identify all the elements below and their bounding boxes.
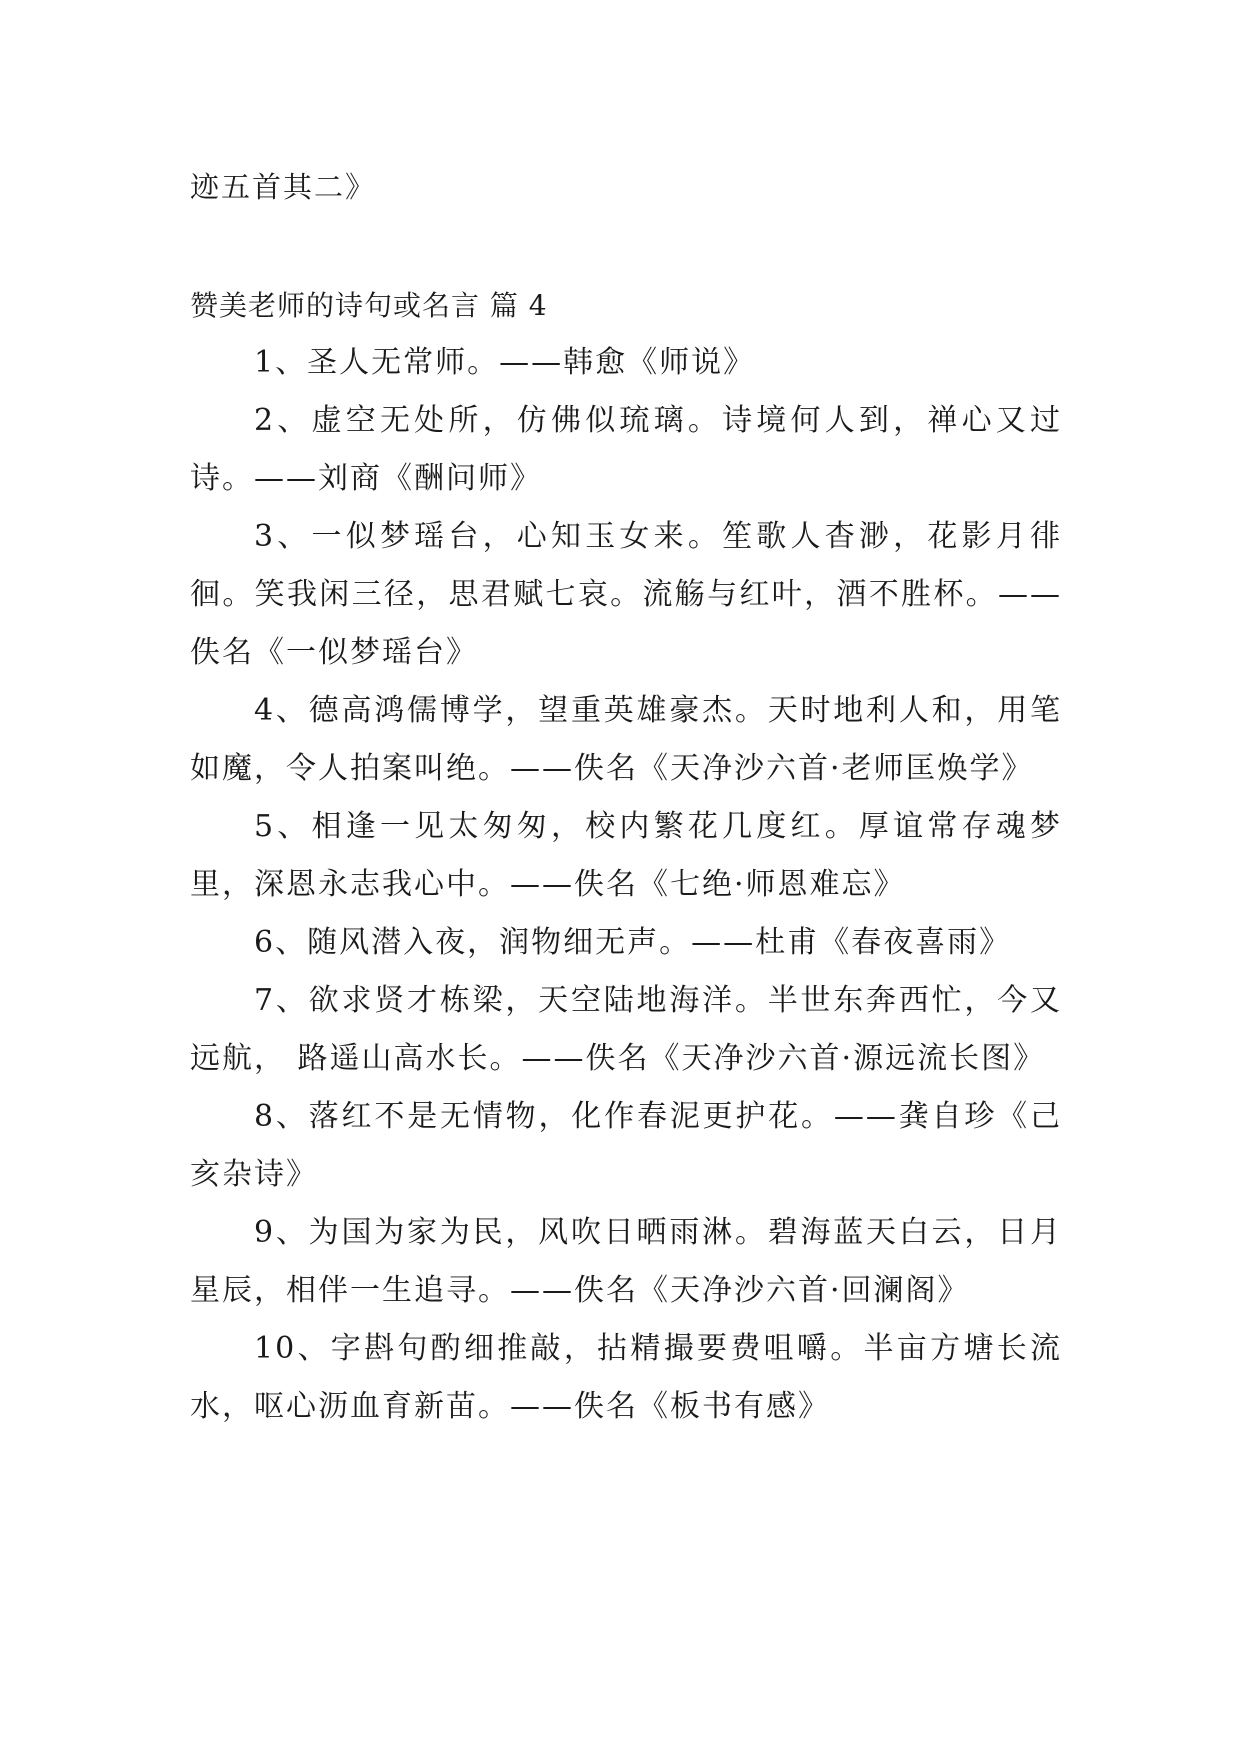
quote-item: 7、欲求贤才栋梁，天空陆地海洋。半世东奔西忙，今又远航， 路遥山高水长。——佚名《天净沙六首·源远流长图》 (190, 983, 1062, 1076)
quote-item: 2、虚空无处所，仿佛似琉璃。诗境何人到，禅心又过诗。——刘商《酬问师》 (190, 403, 1062, 496)
quote-item: 1、圣人无常师。——韩愈《师说》 (254, 345, 756, 380)
quote-item: 8、落红不是无情物，化作春泥更护花。——龚自珍《己亥杂诗》 (190, 1099, 1062, 1192)
quote-item: 6、随风潜入夜，润物细无声。——杜甫《春夜喜雨》 (254, 925, 1012, 960)
quote-list (190, 334, 1062, 1436)
section-title: 赞美老师的诗句或名言 篇 4 (190, 289, 548, 322)
quote-item: 10、字斟句酌细推敲，拈精撮要费咀嚼。半亩方塘长流水，呕心沥血育新苗。——佚名《板书有感》 (190, 1331, 1062, 1424)
quote-item: 5、相逢一见太匆匆，校内繁花几度红。厚谊常存魂梦里，深恩永志我心中。——佚名《七绝·师恩难忘》 (190, 809, 1062, 902)
continuation-fragment: 迹五首其二》 (190, 170, 377, 204)
quote-item: 3、一似梦瑶台，心知玉女来。笙歌人杳渺，花影月徘徊。笑我闲三径，思君赋七哀。流觞与红叶，酒不胜杯。——佚名《一似梦瑶台》 (190, 519, 1062, 670)
quote-item: 4、德高鸿儒博学，望重英雄豪杰。天时地利人和，用笔如魔，令人拍案叫绝。——佚名《天净沙六首·老师匡焕学》 (190, 693, 1062, 786)
quote-item: 9、为国为家为民，风吹日晒雨淋。碧海蓝天白云，日月星辰，相伴一生追寻。——佚名《天净沙六首·回澜阁》 (190, 1215, 1062, 1308)
